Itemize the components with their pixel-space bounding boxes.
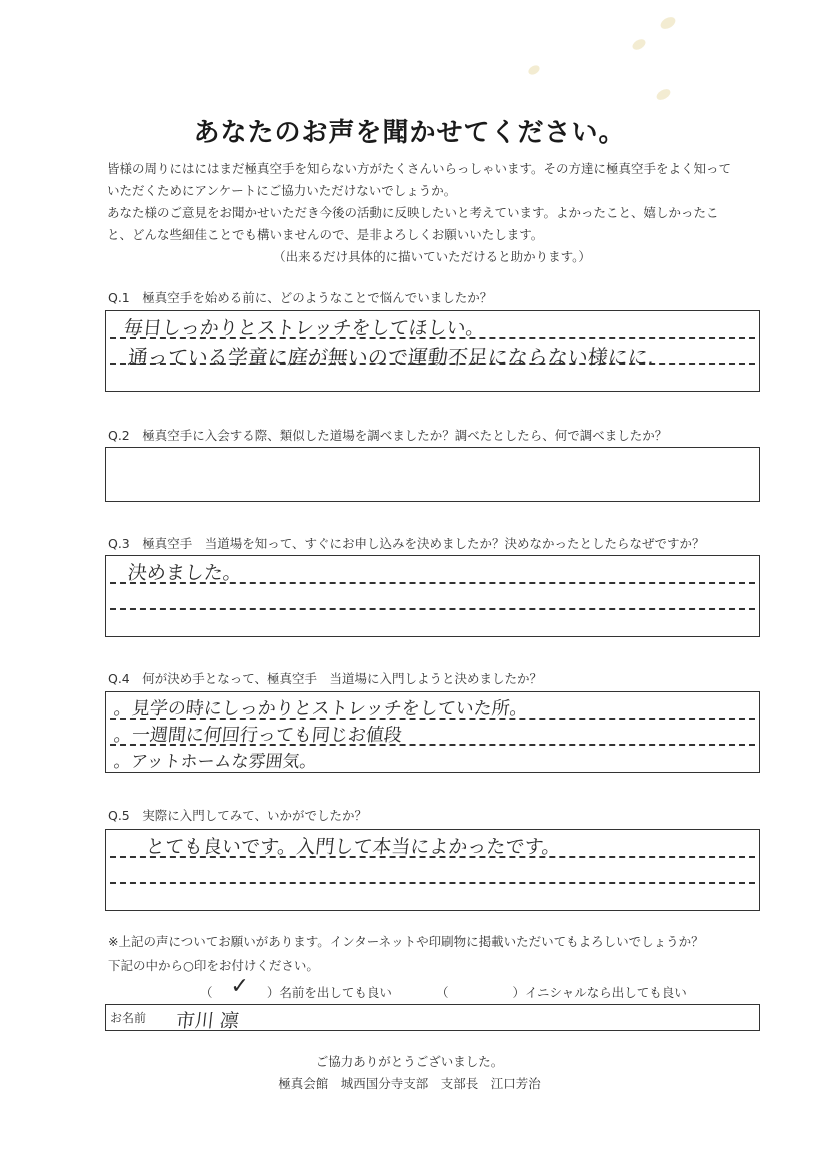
answer-text: 通っている学童に庭が無いので運動不足にならない様にに. (126, 345, 656, 369)
check-mark: ✓ (230, 974, 249, 999)
question-4-label: Q.4 何が決め手となって、極真空手 当道場に入門しようと決めましたか？ (108, 671, 543, 686)
thanks-text: ご協力ありがとうございました。 (315, 1054, 504, 1069)
decorative-petal (527, 64, 541, 77)
answer-line (110, 882, 755, 884)
decorative-petal (655, 87, 672, 102)
question-3-label: Q.3 極真空手 当道場を知って、すぐにお申し込みを決めましたか？決めなかったとしたらなぜですか？ (108, 536, 705, 551)
option-name-label: ）名前を出しても良い (266, 985, 392, 1000)
option-name-ok[interactable] (200, 974, 392, 1003)
name-field[interactable] (105, 1004, 760, 1031)
name-value: 市川 凛 (174, 1010, 241, 1032)
answer-text: 。一週間に何回行っても同じお値段 (112, 725, 403, 746)
intro-text (107, 158, 757, 268)
decorative-petal (659, 15, 678, 32)
answer-box-2[interactable] (105, 447, 760, 502)
intro-line: あなた様のご意見をお聞かせいただき今後の活動に反映したいと考えています。よかったこと、嬉しかったこ (107, 205, 719, 220)
intro-note: （出来るだけ具体的に描いていただけると助かります。） (273, 249, 591, 264)
paren-open: （ (436, 985, 449, 1000)
question-1-label: Q.1 極真空手を始める前に、どのようなことで悩んでいましたか？ (108, 290, 493, 305)
intro-line: と、どんな些細佳ことでも構いませんので、是非よろしくお願いいたします。 (107, 227, 544, 242)
answer-text: 。見学の時にしっかりとストレッチをしていた所。 (112, 698, 529, 719)
paren-open: （ (200, 985, 213, 1000)
intro-line: いただくためにアンケートにご協力いただけないでしょうか。 (107, 183, 457, 198)
consent-instruction: 下記の中から○印をお付けください。 (108, 958, 319, 973)
consent-request: ※上記の声についてお願いがあります。インターネットや印刷物に掲載いただいてもよろしいでしょうか？ (108, 934, 704, 949)
question-2-label: Q.2 極真空手に入会する際、類似した道場を調べましたか？調べたとしたら、何で調べましたか？ (108, 428, 668, 443)
answer-line (110, 608, 755, 610)
answer-text: 毎日しっかりとストレッチをしてほしい。 (122, 317, 486, 339)
decorative-petal (631, 37, 648, 52)
name-label: お名前 (110, 1011, 147, 1025)
answer-box-3[interactable] (105, 555, 760, 637)
intro-line: 皆様の周りにはにはまだ極真空手を知らない方がたくさんいらっしゃいます。その方達に極真空手をよく知って (107, 161, 732, 176)
page-title: あなたのお声を聞かせてください。 (193, 118, 626, 148)
answer-text: 決めました。 (126, 562, 244, 584)
organization-text: 極真会館 城西国分寺支部 支部長 江口芳治 (278, 1076, 541, 1091)
option-initials-label: ）イニシャルなら出しても良い (512, 985, 687, 1000)
answer-box-1[interactable] (105, 310, 760, 392)
answer-box-5[interactable] (105, 829, 760, 911)
question-5-label: Q.5 実際に入門してみて、いかがでしたか？ (108, 808, 368, 823)
answer-text: 。アットホームな雰囲気。 (112, 752, 318, 772)
option-initials-ok[interactable] (436, 983, 687, 1001)
answer-box-4[interactable] (105, 691, 760, 773)
answer-text: とても良いです。入門して本当によかったです。 (144, 836, 562, 858)
